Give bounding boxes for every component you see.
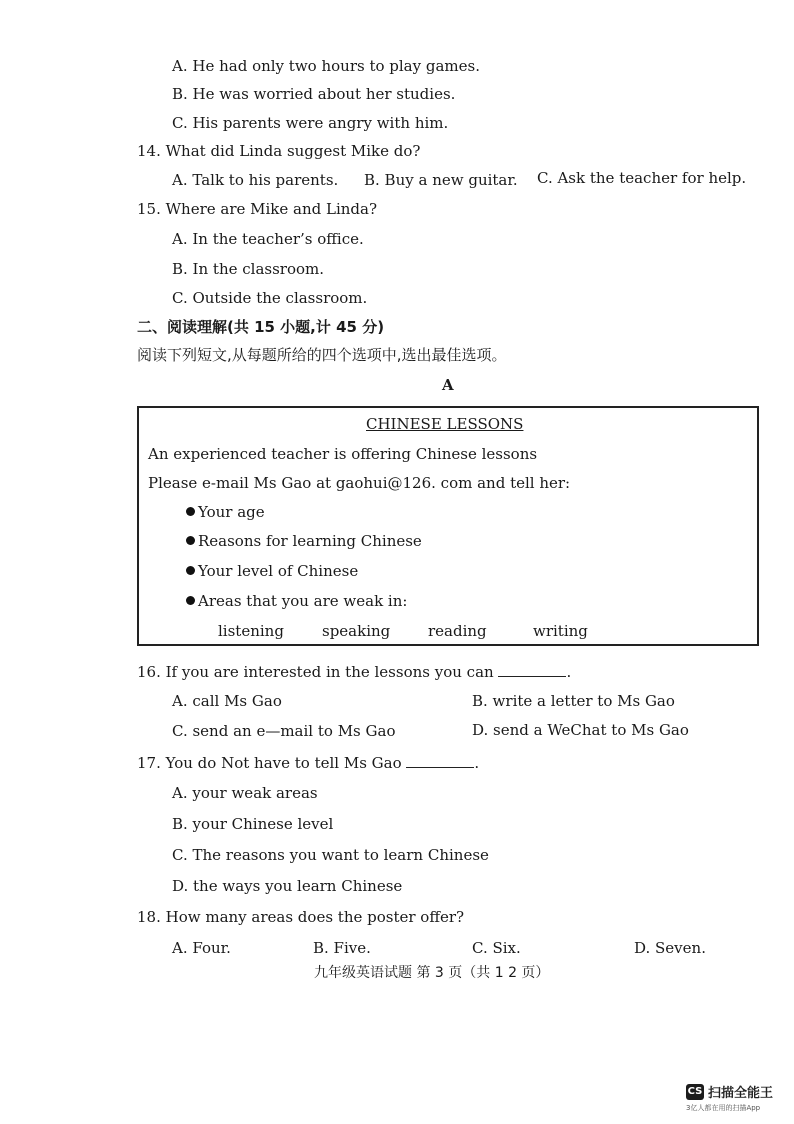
q18-option-a: A. Four.: [172, 939, 231, 957]
bullet-icon: [186, 596, 195, 605]
poster-area: writing: [533, 622, 588, 640]
poster-area: speaking: [322, 622, 391, 640]
q16-option-d: D. send a WeChat to Ms Gao: [472, 721, 689, 739]
q16-question-end: .: [566, 663, 572, 681]
q18-option-d: D. Seven.: [634, 939, 706, 957]
q18-option-b: B. Five.: [313, 939, 371, 957]
poster-bullet: [186, 503, 265, 521]
poster-bullet-text: Areas that you are weak in:: [198, 592, 408, 610]
answer-blank: [498, 662, 566, 677]
poster-bullet: [186, 592, 407, 610]
poster-bullet-text: Reasons for learning Chinese: [198, 532, 422, 550]
poster-area: listening: [218, 622, 284, 640]
q15-option-a: A. In the teacher’s office.: [172, 230, 364, 248]
q15-option-b: B. In the classroom.: [172, 260, 325, 278]
scanner-tagline: 3亿人都在用的扫描App: [686, 1104, 761, 1112]
q13-option-b: B. He was worried about her studies.: [172, 85, 456, 103]
q17-option-c: C. The reasons you want to learn Chinese: [172, 846, 489, 864]
poster-line-2: Please e-mail Ms Gao at gaohui@126. com and tell her:: [148, 474, 571, 492]
page-footer: 九年级英语试题 第 3 页（共 1 2 页）: [314, 965, 550, 981]
bullet-icon: [186, 566, 195, 575]
q18-question: 18. How many areas does the poster offer?: [137, 908, 465, 926]
camscanner-icon: CS: [686, 1084, 704, 1100]
q17-question-text: 17. You do Not have to tell Ms Gao: [137, 754, 402, 772]
answer-blank: [406, 753, 474, 768]
poster-title: CHINESE LESSONS: [366, 415, 524, 433]
q16-question: [137, 662, 571, 681]
poster-bullet-text: Your age: [198, 503, 265, 521]
poster-bullet: [186, 532, 422, 550]
q18-option-c: C. Six.: [472, 939, 521, 957]
section-instruction: 阅读下列短文,从每题所给的四个选项中,选出最佳选项。: [137, 346, 507, 364]
scanner-logo: [686, 1082, 773, 1101]
section-heading: 二、阅读理解(共 15 小题,计 45 分): [137, 318, 385, 336]
poster-area: reading: [428, 622, 487, 640]
poster-box: [137, 406, 759, 646]
q16-option-c: C. send an e—mail to Ms Gao: [172, 722, 396, 740]
poster-bullet: [186, 562, 358, 580]
q14-option-c: C. Ask the teacher for help.: [537, 169, 747, 187]
poster-bullet-text: Your level of Chinese: [198, 562, 359, 580]
q17-question: [137, 753, 479, 772]
bullet-icon: [186, 507, 195, 516]
q15-question: 15. Where are Mike and Linda?: [137, 200, 378, 218]
q17-option-a: A. your weak areas: [172, 784, 318, 802]
q15-option-c: C. Outside the classroom.: [172, 289, 368, 307]
q14-question: 14. What did Linda suggest Mike do?: [137, 142, 421, 160]
q16-question-text: 16. If you are interested in the lessons you can: [137, 663, 494, 681]
q14-option-a: A. Talk to his parents.: [172, 171, 339, 189]
passage-letter: A: [442, 376, 454, 394]
poster-line-1: An experienced teacher is offering Chinese lessons: [148, 445, 538, 463]
q16-option-b: B. write a letter to Ms Gao: [472, 692, 675, 710]
bullet-icon: [186, 536, 195, 545]
q17-option-d: D. the ways you learn Chinese: [172, 877, 403, 895]
scanner-app-name: 扫描全能王: [708, 1086, 774, 1101]
q17-question-end: .: [474, 754, 480, 772]
q16-option-a: A. call Ms Gao: [172, 692, 282, 710]
q13-option-c: C. His parents were angry with him.: [172, 114, 449, 132]
q13-option-a: A. He had only two hours to play games.: [172, 57, 480, 75]
q17-option-b: B. your Chinese level: [172, 815, 334, 833]
q14-option-b: B. Buy a new guitar.: [364, 171, 518, 189]
